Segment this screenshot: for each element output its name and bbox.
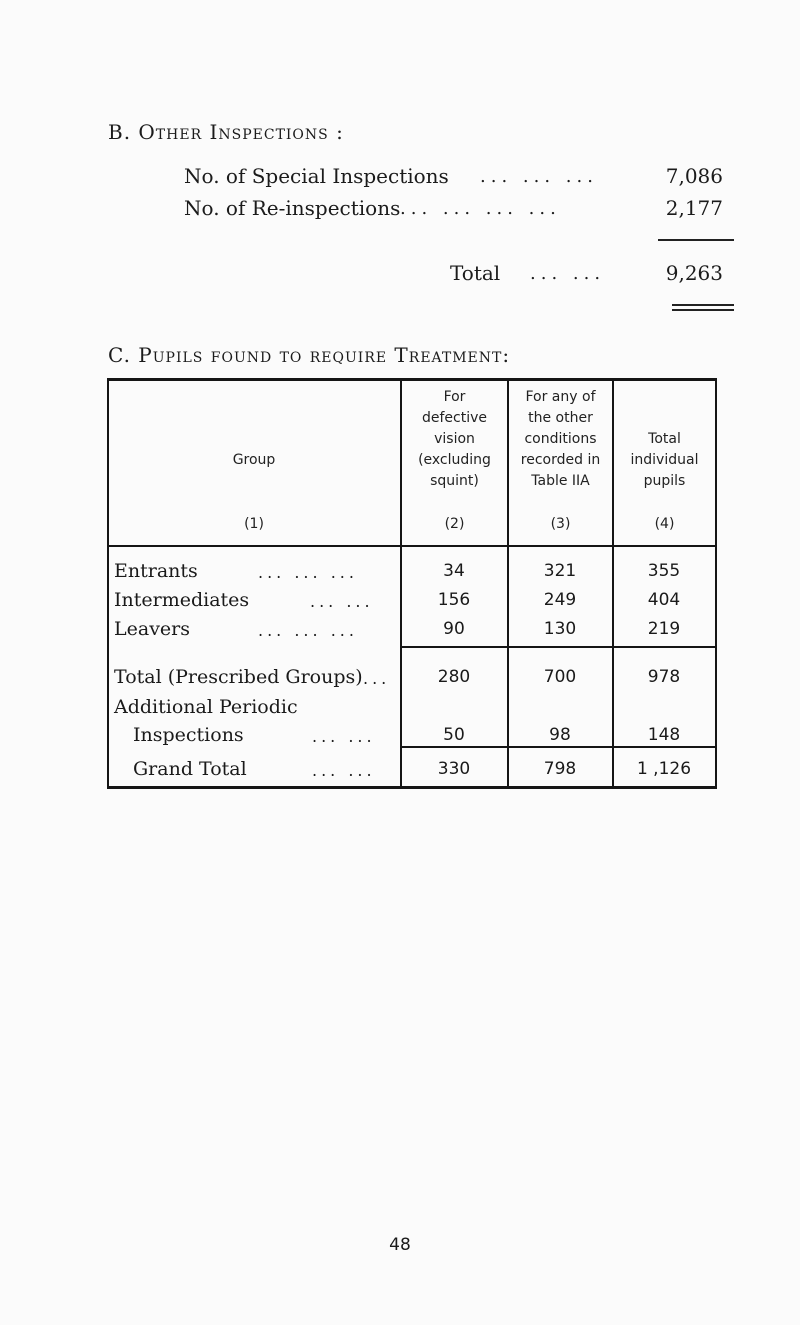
col4-line-1: Total xyxy=(648,431,681,447)
special-inspections-label: No. of Special Inspections xyxy=(184,164,449,188)
row-dots-leavers: ... ... ... xyxy=(258,621,358,640)
cell-additional-vision: 50 xyxy=(443,725,465,745)
col2-line-5: squint) xyxy=(430,473,479,489)
col-header-defective-vision-num: (2) xyxy=(444,516,465,532)
cell-grand-total-total: 1 ,126 xyxy=(636,759,692,779)
col3-line-5: Table IIA xyxy=(531,473,590,489)
col3-line-1: For any of xyxy=(525,389,596,405)
col-header-defective-vision xyxy=(402,387,507,492)
col3-line-4: recorded in xyxy=(520,452,601,468)
re-inspections-label: No. of Re-inspections xyxy=(184,196,401,220)
cell-leavers-other: 130 xyxy=(543,619,577,639)
subtotal-divider xyxy=(401,646,717,648)
col4-line-3: pupils xyxy=(643,473,686,489)
col2-line-3: vision xyxy=(434,431,475,447)
col3-line-2: the other xyxy=(528,410,593,426)
row-label-additional-periodic: Additional Periodic xyxy=(114,696,298,718)
col-header-total-pupils-num: (4) xyxy=(654,516,675,532)
cell-additional-other: 98 xyxy=(549,725,571,745)
cell-leavers-total: 219 xyxy=(647,619,681,639)
row-label-leavers: Leavers xyxy=(114,618,190,640)
cell-intermediates-other: 249 xyxy=(543,590,577,610)
table-top-rule xyxy=(107,378,717,381)
subtotal-rule xyxy=(658,239,734,241)
cell-intermediates-total: 404 xyxy=(647,590,681,610)
cell-total-prescribed-total: 978 xyxy=(647,667,681,687)
row-label-grand-total: Grand Total xyxy=(133,758,247,780)
cell-leavers-vision: 90 xyxy=(443,619,465,639)
col-header-other-conditions-num: (3) xyxy=(550,516,571,532)
header-divider xyxy=(107,545,717,547)
cell-total-prescribed-vision: 280 xyxy=(437,667,471,687)
special-inspections-dots: ... ... ... xyxy=(480,166,598,187)
table-bottom-rule xyxy=(107,786,717,789)
row-dots-grand-total: ... ... xyxy=(312,761,376,780)
total-value: 9,263 xyxy=(665,261,723,285)
table-left-rule xyxy=(107,380,109,788)
col-header-other-conditions xyxy=(509,387,612,492)
row-dots-total-prescribed: ... xyxy=(363,669,391,688)
col2-line-4: (excluding xyxy=(418,452,491,468)
row-label-total-prescribed: Total (Prescribed Groups) xyxy=(114,666,363,688)
col-header-group xyxy=(110,450,398,471)
re-inspections-value: 2,177 xyxy=(665,196,723,220)
section-c-title: C. Pupils found to require Treatment: xyxy=(108,343,511,367)
re-inspections-dots: ... ... ... ... xyxy=(400,198,561,219)
row-dots-entrants: ... ... ... xyxy=(258,563,358,582)
cell-intermediates-vision: 156 xyxy=(437,590,471,610)
col-header-group-num: (1) xyxy=(244,516,264,532)
col-header-total-pupils xyxy=(614,429,715,492)
cell-total-prescribed-other: 700 xyxy=(543,667,577,687)
section-b-title: B. Other Inspections : xyxy=(108,120,344,144)
special-inspections-value: 7,086 xyxy=(665,164,723,188)
total-dots: ... ... xyxy=(530,263,606,284)
cell-additional-total: 148 xyxy=(647,725,681,745)
grandtotal-divider xyxy=(401,746,717,748)
col3-line-3: conditions xyxy=(524,431,597,447)
page-number: 48 xyxy=(389,1235,411,1255)
col4-line-2: individual xyxy=(630,452,699,468)
cell-entrants-other: 321 xyxy=(543,561,577,581)
col2-line-2: defective xyxy=(421,410,488,426)
row-label-entrants: Entrants xyxy=(114,560,198,582)
row-dots-intermediates: ... ... xyxy=(310,592,374,611)
cell-entrants-vision: 34 xyxy=(443,561,465,581)
cell-grand-total-vision: 330 xyxy=(437,759,471,779)
col2-line-1: For xyxy=(443,389,466,405)
total-double-rule-2 xyxy=(672,309,734,311)
row-label-inspections: Inspections xyxy=(133,724,244,746)
table-right-rule xyxy=(715,380,717,788)
row-dots-additional: ... ... xyxy=(312,727,376,746)
col-header-group-text: Group xyxy=(232,452,276,468)
cell-grand-total-other: 798 xyxy=(543,759,577,779)
total-double-rule-1 xyxy=(672,304,734,306)
row-label-intermediates: Intermediates xyxy=(114,589,250,611)
cell-entrants-total: 355 xyxy=(647,561,681,581)
total-label: Total xyxy=(450,261,501,285)
